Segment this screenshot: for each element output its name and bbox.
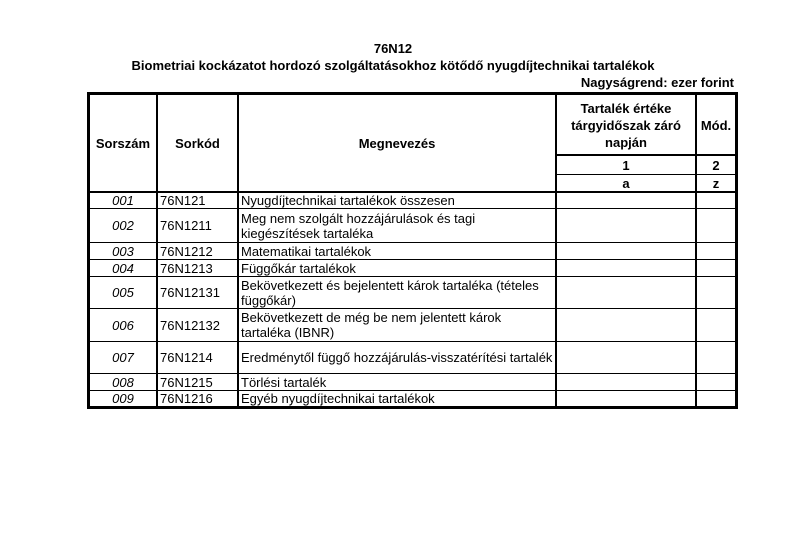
row-name: Meg nem szolgált hozzájárulások és tagi kiegészítések tartaléka [241, 210, 476, 241]
unit-label: Nagyságrend: ezer forint [580, 75, 734, 90]
row-code: 76N12131 [160, 285, 220, 300]
header-col1-letter: a [622, 175, 630, 191]
row-number: 003 [112, 243, 134, 259]
row-name: Bekövetkezett és bejelentett károk tartaléka (tételes függőkár) [241, 277, 539, 308]
row-name: Matematikai tartalékok [241, 243, 372, 259]
row-code: 76N12132 [160, 317, 220, 333]
row-name: Törlési tartalék [241, 374, 327, 390]
row-code: 76N1214 [160, 350, 213, 365]
row-number: 002 [112, 218, 134, 233]
row-number: 006 [112, 317, 134, 333]
header-megnevezes: Megnevezés [358, 135, 436, 151]
header-mod: Mód. [700, 117, 732, 133]
row-name: Bekövetkezett de még be nem jelentett károk tartaléka (IBNR) [241, 310, 502, 340]
row-number: 004 [112, 260, 134, 276]
row-code: 76N1216 [160, 391, 213, 406]
form-title: Biometriai kockázatot hordozó szolgáltatásokhoz kötődő nyugdíjtechnikai tartalékok [131, 58, 655, 73]
row-name: Eredménytől függő hozzájárulás-visszatérítési tartalék [241, 350, 553, 365]
row-code: 76N1211 [160, 218, 212, 233]
header-col2-number: 2 [712, 157, 720, 173]
row-number: 001 [112, 193, 134, 208]
header-tartalek: Tartalék értéke tárgyidőszak záró napján [571, 100, 681, 150]
row-code: 76N1215 [160, 374, 213, 390]
form-code: 76N12 [373, 41, 413, 56]
row-number: 007 [112, 350, 134, 365]
row-name: Függőkár tartalékok [241, 260, 356, 276]
row-number: 005 [112, 285, 134, 300]
header-col1-number: 1 [622, 157, 630, 173]
row-code: 76N121 [160, 193, 206, 208]
header-col2-letter: z [712, 175, 720, 191]
row-name: Nyugdíjtechnikai tartalékok összesen [241, 193, 455, 208]
row-name: Egyéb nyugdíjtechnikai tartalékok [241, 391, 435, 406]
row-code: 76N1212 [160, 243, 213, 259]
header-sorszam: Sorszám [95, 135, 151, 151]
row-code: 76N1213 [160, 260, 213, 276]
header-sorkod: Sorkód [175, 135, 220, 151]
row-number: 008 [112, 374, 134, 390]
row-number: 009 [112, 391, 134, 406]
